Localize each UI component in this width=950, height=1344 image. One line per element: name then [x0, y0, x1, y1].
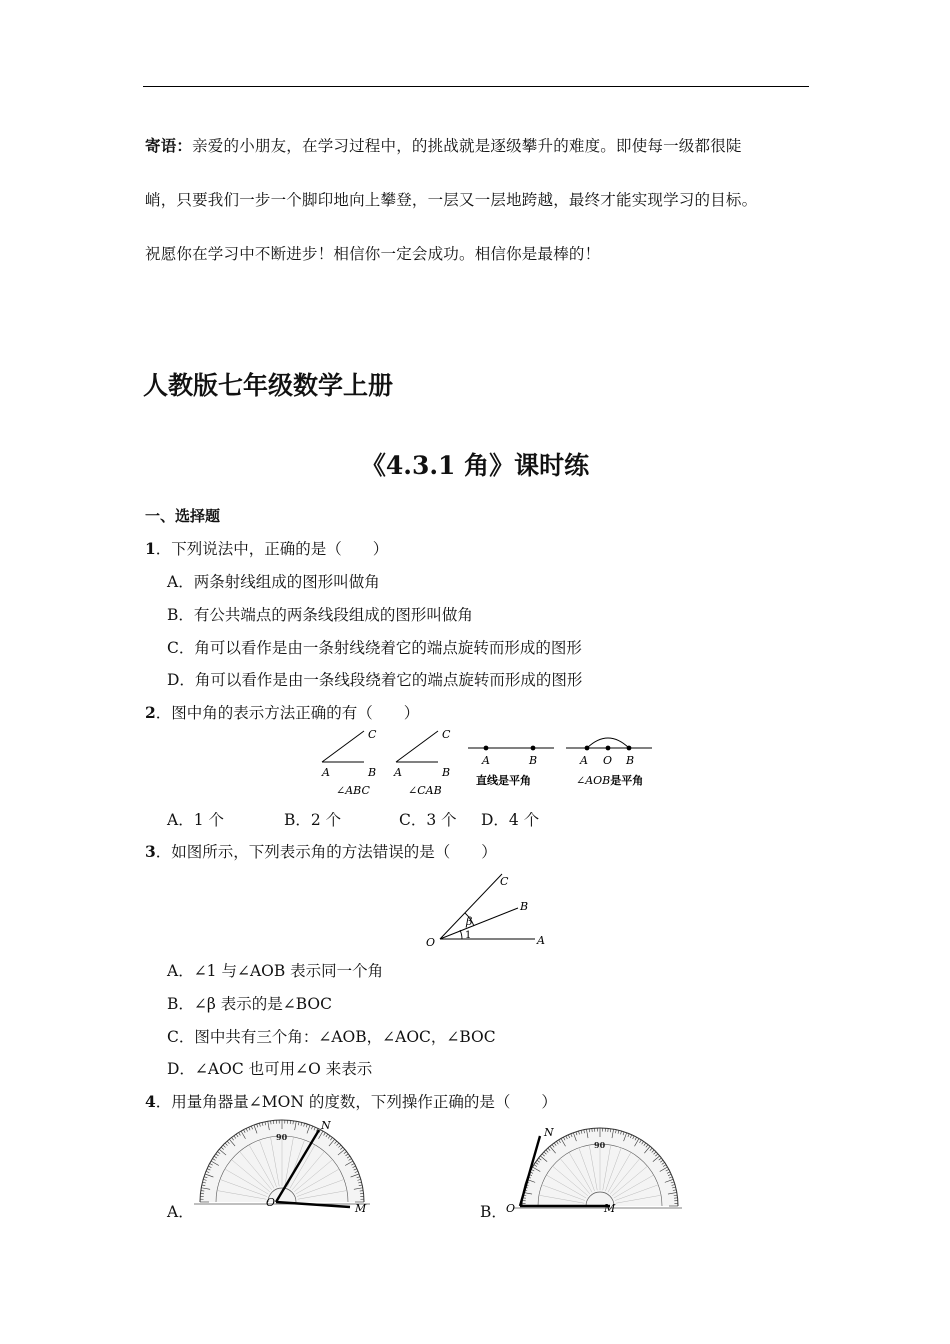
question-2-option-b: B．2 个 — [284, 811, 342, 829]
svg-text:A: A — [482, 754, 490, 767]
svg-text:∠CAB: ∠CAB — [408, 784, 442, 797]
svg-text:B: B — [626, 754, 635, 767]
svg-text:O: O — [506, 1202, 516, 1215]
question-1-option-a: A．两条射线组成的图形叫做角 — [167, 573, 380, 591]
question-1-option-d: D．角可以看作是由一条线段绕着它的端点旋转而形成的图形 — [167, 671, 583, 689]
question-1: 1．下列说法中，正确的是（ ） — [145, 539, 389, 558]
svg-text:B: B — [520, 900, 529, 913]
svg-text:C: C — [442, 728, 451, 741]
greeting-label: 寄语： — [145, 136, 193, 155]
svg-text:B: B — [368, 766, 377, 779]
svg-text:β: β — [466, 915, 473, 928]
greeting-line-3: 祝愿你在学习中不断进步！相信你一定会成功。相信你是最棒的！ — [145, 245, 601, 263]
question-3-option-d: D．∠AOC 也可用∠O 来表示 — [167, 1060, 373, 1078]
figure-angle-abc — [321, 728, 377, 797]
svg-text:N: N — [321, 1119, 331, 1132]
svg-text:A: A — [580, 754, 588, 767]
svg-text:∠ABC: ∠ABC — [336, 784, 370, 797]
figure-angle-cab — [393, 728, 451, 797]
greeting-line-1: 寄语：亲爱的小朋友，在学习过程中，的挑战就是逐级攀升的难度。即使每一级都很陡 — [145, 136, 742, 155]
svg-text:O: O — [266, 1196, 276, 1209]
question-4: 4．用量角器量∠MON 的度数，下列操作正确的是（ ） — [145, 1092, 557, 1111]
document-title: 人教版七年级数学上册 — [143, 371, 394, 400]
svg-text:M: M — [355, 1202, 367, 1215]
question-3: 3．如图所示，下列表示角的方法错误的是（ ） — [145, 842, 497, 861]
svg-text:B: B — [442, 766, 451, 779]
protractor-figure-a — [190, 1114, 380, 1218]
greeting-line-2: 峭，只要我们一步一个脚印地向上攀登，一层又一层地跨越，最终才能实现学习的目标。 — [145, 191, 758, 209]
svg-text:∠AOB是平角: ∠AOB是平角 — [576, 774, 644, 787]
svg-text:90: 90 — [276, 1132, 288, 1142]
header-rule — [143, 86, 809, 87]
svg-text:1: 1 — [465, 930, 472, 941]
figure-straight-line — [468, 746, 554, 787]
svg-text:M: M — [604, 1202, 616, 1215]
question-3-option-c: C．图中共有三个角：∠AOB，∠AOC，∠BOC — [167, 1028, 496, 1046]
figure-straight-angle-aob — [566, 738, 652, 787]
question-2-figure — [310, 726, 660, 800]
question-2-option-d: D．4 个 — [481, 811, 540, 829]
svg-text:C: C — [368, 728, 377, 741]
question-2-option-c: C．3 个 — [399, 811, 457, 829]
question-3-option-b: B．∠β 表示的是∠BOC — [167, 995, 332, 1013]
svg-text:90: 90 — [594, 1140, 606, 1150]
question-1-option-c: C．角可以看作是由一条射线绕着它的端点旋转而形成的图形 — [167, 639, 582, 657]
svg-text:A: A — [322, 766, 330, 779]
svg-text:C: C — [500, 875, 509, 888]
question-3-option-a: A．∠1 与∠AOB 表示同一个角 — [167, 962, 384, 980]
svg-text:直线是平角: 直线是平角 — [476, 774, 531, 787]
svg-text:A: A — [537, 934, 545, 947]
svg-text:B: B — [529, 754, 538, 767]
svg-text:O: O — [426, 936, 436, 949]
question-4-option-a: A． — [167, 1203, 194, 1221]
svg-text:O: O — [603, 754, 613, 767]
question-2-option-a: A．1 个 — [167, 811, 224, 829]
svg-text:N: N — [544, 1126, 554, 1139]
question-2: 2．图中角的表示方法正确的有（ ） — [145, 703, 420, 722]
question-1-option-b: B．有公共端点的两条线段组成的图形叫做角 — [167, 606, 473, 624]
question-3-figure — [420, 866, 560, 952]
question-4-option-b: B． — [480, 1203, 507, 1221]
section-heading: 一、选择题 — [145, 507, 221, 525]
svg-text:A: A — [394, 766, 402, 779]
protractor-figure-b — [500, 1114, 690, 1218]
document-subtitle: 《4.3.1 角》课时练 — [360, 451, 590, 480]
